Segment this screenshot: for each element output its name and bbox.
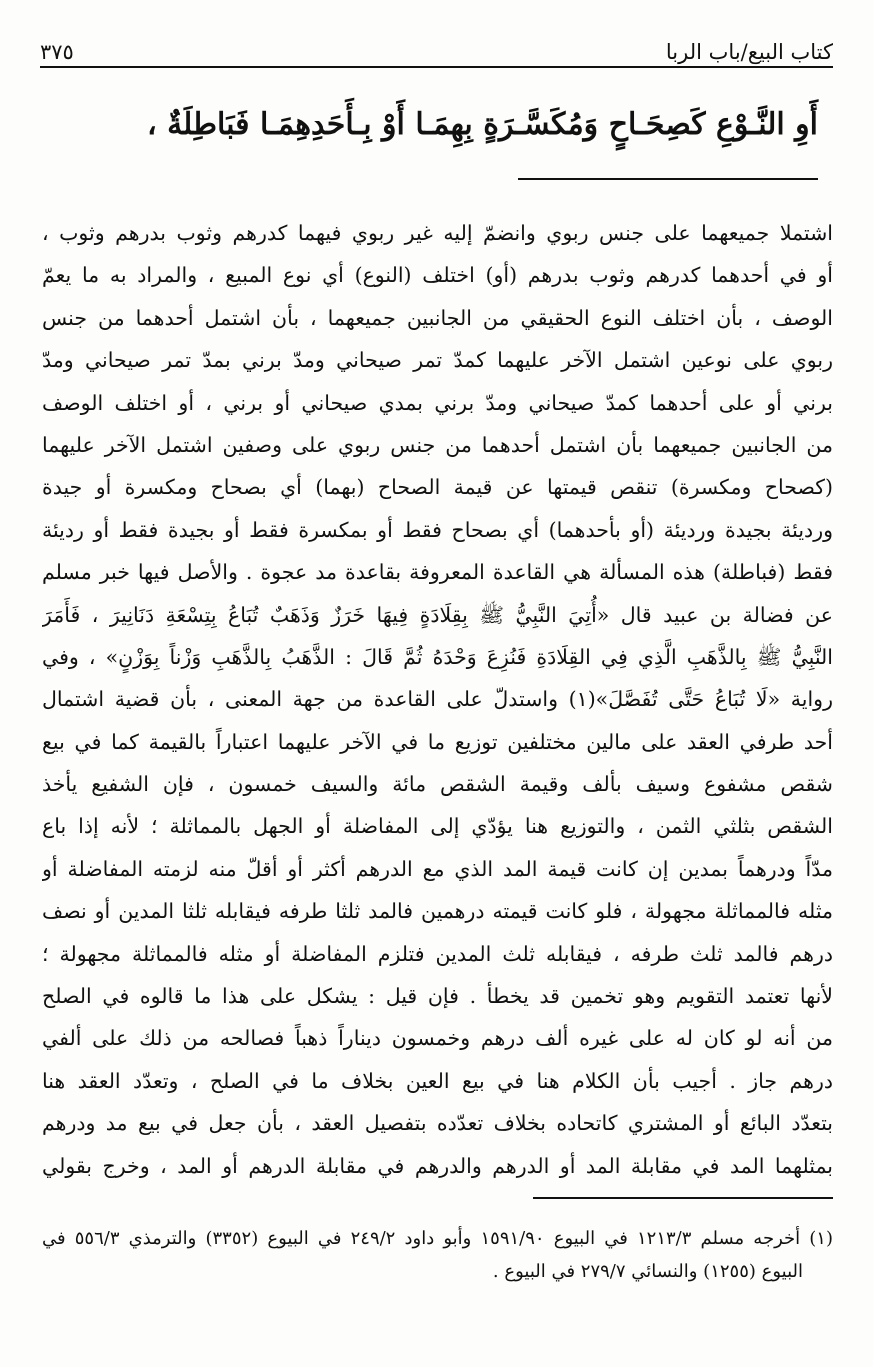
body-line: رواية «لَا تُبَاعُ حَتَّى تُفَصَّلَ»(١) واستدلّ على القاعدة من جهة المعنى ، بأن قضية اشتمال (42, 687, 833, 712)
footnote (42, 1222, 833, 1288)
body-line: من الجانبين جميعهما بأن اشتمل أحدهما من جنس ربوي على وصفين اشتمل الآخر عليهما (42, 432, 833, 457)
body-line: أو في أحدهما كدرهم وثوب بدرهم (أو) اختلف (النوع) أي نوع المبيع ، والمراد به ما يعمّ (42, 263, 833, 288)
body-line: ورديئة بجيدة ورديئة (أو بأحدهما) أي بصحاح فقط أو بمكسرة فقط أو بجيدة فقط أو رديئة (42, 517, 833, 542)
footnote-line: البيوع (١٢٥٥) والنسائي ٢٧٩/٧ في البيوع . (492, 1261, 803, 1282)
body-line: بتعدّد البائع أو المشتري كاتحاده بخلاف تعدّده بتفصيل العقد ، بأن جعل في بيع مد ودرهم (42, 1111, 833, 1136)
book-section-title: كتاب البيع/باب الربا (665, 40, 833, 64)
body-line: عن فضالة بن عبيد قال «أُتِيَ النَّبِيُّ ﷺ بِقِلَادَةٍ فِيهَا خَرَزٌ وَذَهَبٌ تُبَاعُ بِتِسْعَةِ دَنَانِيرَ ، فَأَمَرَ (42, 602, 833, 627)
body-line: برني أو على أحدهما كمدّ صيحاني ومدّ برني بمدي صيحاني أو برني ، أو اختلف الوصف (42, 390, 833, 415)
commentary-body (42, 212, 833, 1187)
footnote-line: (١) أخرجه مسلم ١٢١٣/٣ في البيوع ١٥٩١/٩٠ وأبو داود ٢٤٩/٢ في البيوع (٣٣٥٢) والترمذي ٥٥٦/٣ في (42, 1228, 833, 1249)
body-line: لأنها تعتمد التقويم وهو تخمين قد يخطأ . فإن قيل : يشكل على هذا ما قالوه في الصلح (42, 984, 833, 1009)
body-line: أحد طرفي العقد على مالين مختلفين توزيع ما في الآخر عليهما اعتباراً بالقيمة كما في بيع (42, 729, 833, 754)
matn-divider (518, 178, 818, 180)
header-divider (40, 66, 833, 68)
body-line: اشتملا جميعهما على جنس ربوي وانضمّ إليه غير ربوي فيهما كدرهم وثوب بدرهم وثوب ، (42, 221, 833, 245)
body-line: درهم فالمد ثلث طرفه ، فيقابله ثلث المدين فتلزم المفاضلة أو مثله فالمماثلة مجهولة ؛ (42, 941, 833, 966)
body-line: فقط (فباطلة) هذه المسألة هي القاعدة المعروفة بقاعدة مد عجوة . والأصل فيها خبر مسلم (42, 560, 833, 585)
body-line: درهم جاز . أجيب بأن الكلام هنا في بيع العين بخلاف ما في الصلح ، وتعدّد العقد هنا (42, 1068, 833, 1093)
body-line: (كصحاح ومكسرة) تنقص قيمتها عن قيمة الصحاح (بهما) أي بصحاح ومكسرة أو جيدة (42, 475, 833, 500)
body-line: ربوي على نوعين اشتمل الآخر عليهما كمدّ تمر صيحاني ومدّ برني بمدّ تمر صيحاني ومدّ (42, 348, 833, 373)
body-line: الشقص بثلثي الثمن ، والتوزيع هنا يؤدّي إلى المفاضلة أو الجهل بالمماثلة ؛ لأنه إذا باع (42, 814, 833, 839)
body-line: من أنه لو كان له على غيره ألف درهم وخمسون ديناراً ذهباً فصالحه من ذلك على ألفي (42, 1026, 833, 1051)
body-line: النَّبِيُّ ﷺ بِالذَّهَبِ الَّذِي فِي القِلَادَةِ فَنُزِعَ وَحْدَهُ ثُمَّ قَالَ : الذَّهَبُ بِالذَّهَبِ وَزْناً بِوَزْنٍ» ، وفي (42, 644, 833, 669)
matn-text: أَوِ النَّـوْعِ كَصِحَـاحٍ وَمُكَسَّـرَةٍ بِهِمَـا أَوْ بِـأَحَدِهِمَـا فَبَاطِلَةٌ ، (146, 107, 818, 142)
page-number: ٣٧٥ (40, 40, 74, 64)
footnote-divider (533, 1197, 833, 1199)
body-line: مدّاً ودرهماً بمدين إن كانت قيمة المد الذي مع الدرهم أكثر أو أقلّ منه لزمته المفاضلة أو (42, 856, 833, 881)
body-line: شقص مشفوع وسيف بألف وقيمة الشقص مائة والسيف خمسون ، فإن الشفيع يأخذ (42, 772, 833, 797)
body-line: بمثلهما المد في مقابلة المد أو الدرهم والدرهم في مقابلة الدرهم أو المد ، وخرج بقولي (42, 1153, 833, 1178)
body-line: مثله فالمماثلة مجهولة ، فلو كانت قيمته درهمين فالمد ثلثا طرفه فيقابله ثلثا المدين أو نصف (42, 899, 833, 924)
body-line: الوصف ، بأن اختلف النوع الحقيقي من الجانبين جميعهما ، بأن اشتمل أحدهما من جنس (42, 305, 833, 330)
running-header (40, 28, 833, 64)
